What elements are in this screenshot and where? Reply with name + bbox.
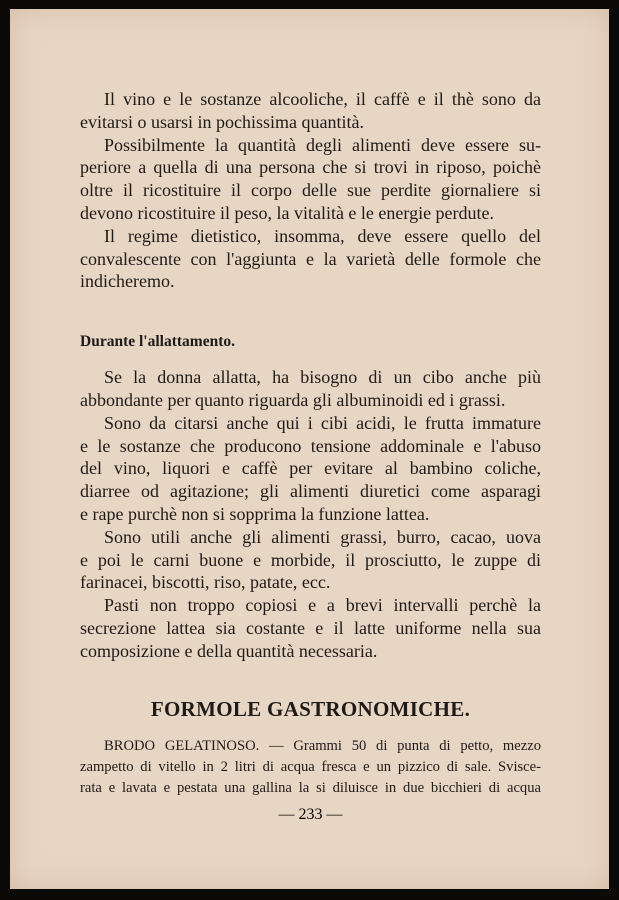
text-line: periore a quella di una persona che si trovi in riposo, poichè [80,157,541,178]
section-heading: Durante l'allattamento. [80,333,235,351]
book-page [10,9,609,889]
text-line: e le sostanze che producono tensione addominale e l'abuso [80,435,541,456]
text-line: composizione e della quantità necessaria. [80,640,378,661]
paragraph-quantity [80,134,541,225]
text-line: oltre il ricostituire il corpo delle sue perdite giornaliere si [80,180,541,201]
text-line: rata e lavata e pestata una gallina la si diluisce in due bicchieri di acqua [80,779,541,796]
text-line: diarree od agitazione; gli alimenti diuretici come asparagi [80,481,541,502]
text-line: zampetto di vitello in 2 litri di acqua fresca e un pizzico di sale. Svisce- [80,758,541,775]
paragraph-wine-alcohol [80,88,541,134]
text-line: e poi le carni buone e morbide, il prosciutto, le zuppe di [80,549,541,570]
text-line: e rape purchè non si sopprima la funzione lattea. [80,503,430,524]
text-line: abbondante per quanto riguarda gli albuminoidi ed i grassi. [80,389,506,410]
page-number: — 233 — [278,806,343,823]
text-line: Il vino e le sostanze alcooliche, il caffè e il thè sono da [104,89,541,109]
paragraph-nursing-food [80,366,541,412]
paragraph-useful-foods [80,526,541,594]
text-line: Se la donna allatta, ha bisogno di un cibo anche più [104,367,541,388]
paragraph-regime [80,225,541,293]
page-content [80,88,541,799]
formulas-title: FORMOLE GASTRONOMICHE. [150,696,471,721]
text-line: Possibilmente la quantità degli alimenti deve essere su- [104,134,541,155]
text-line: Pasti non troppo copiosi e a brevi intervalli perchè la [104,595,541,616]
text-line: secrezione lattea sia costante e il latte uniforme nella sua [80,617,541,638]
text-line: Il regime dietistico, insomma, deve essere quello del [104,225,541,246]
text-line: BRODO GELATINOSO. — Grammi 50 di punta di petto, mezzo [104,737,541,754]
text-line: Sono utili anche gli alimenti grassi, burro, cacao, uova [104,526,541,547]
text-line: del vino, liquori e caffè per evitare al bambino coliche, [80,458,541,479]
text-line: devono ricostituire il peso, la vitalità e le energie perdute. [80,202,495,223]
text-line: indicheremo. [80,271,175,292]
recipe-brodo-gelatinoso [80,736,541,800]
text-line: Sono da citarsi anche qui i cibi acidi, le frutta immature [104,412,541,433]
text-line: convalescente con l'aggiunta e la varietà delle formole che [80,248,541,269]
paragraph-foods-to-avoid [80,412,541,526]
paragraph-meals [80,594,541,662]
text-line: farinacei, biscotti, riso, patate, ecc. [80,572,331,593]
text-line: evitarsi o usarsi in pochissima quantità. [80,111,364,132]
